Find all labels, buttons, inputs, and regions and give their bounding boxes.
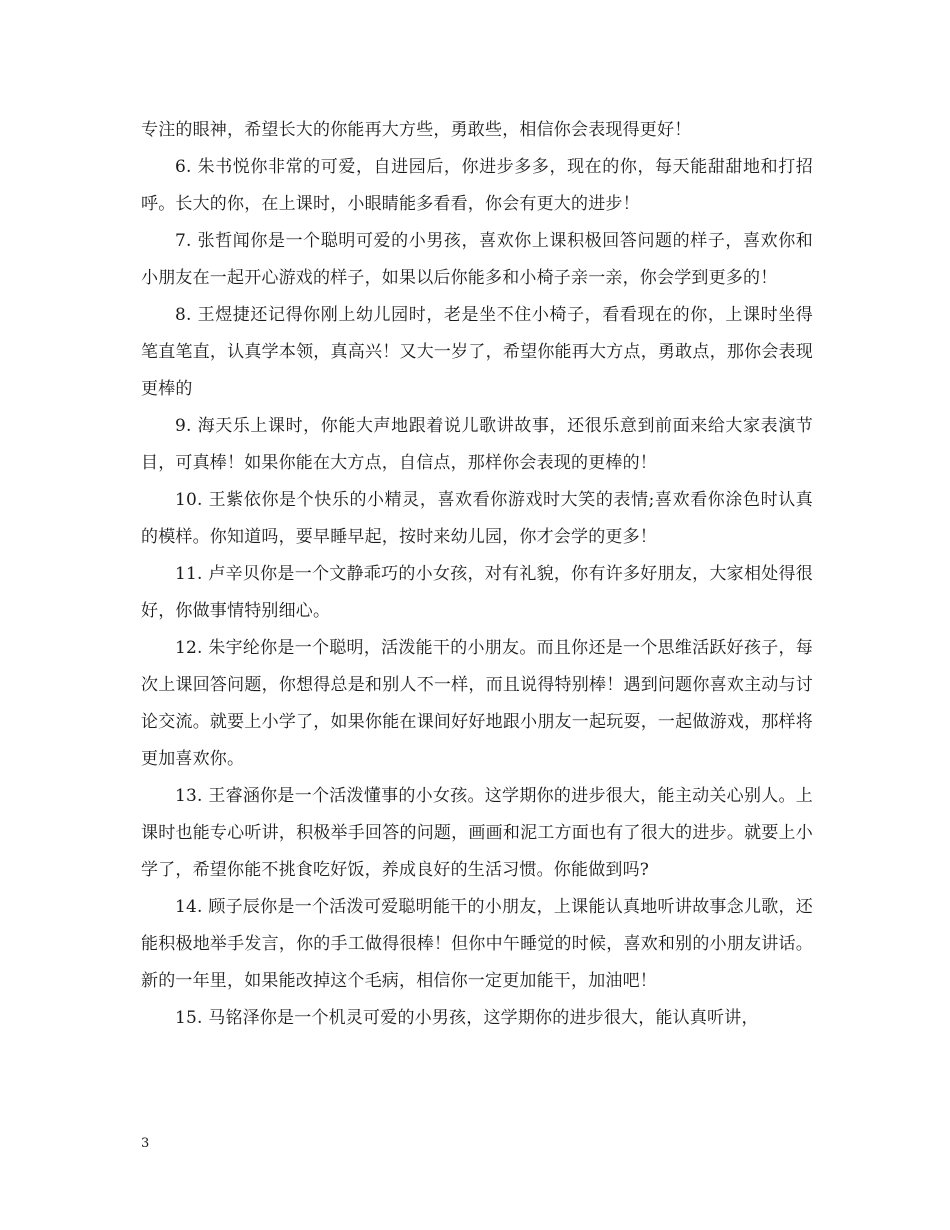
body-text (141, 112, 813, 1037)
paragraph-8: 8. 王煜捷还记得你刚上幼儿园时，老是坐不住小椅子，看看现在的你，上课时坐得笔直笔直，认真学本领，真高兴！又大一岁了，希望你能再大方点，勇敢点，那你会表现更棒的 (141, 305, 813, 399)
paragraph-15: 15. 马铭泽你是一个机灵可爱的小男孩，这学期你的进步很大，能认真听讲， (175, 1008, 759, 1028)
paragraph-continued: 专注的眼神，希望长大的你能再大方些，勇敢些，相信你会表现得更好！ (141, 120, 692, 140)
paragraph-6: 6. 朱书悦你非常的可爱，自进园后，你进步多多，现在的你，每天能甜甜地和打招呼。长大的你，在上课时，小眼睛能多看看，你会有更大的进步！ (141, 157, 813, 214)
paragraph-13: 13. 王睿涵你是一个活泼懂事的小女孩。这学期你的进步很大，能主动关心别人。上课时也能专心听讲，积极举手回答的问题，画画和泥工方面也有了很大的进步。就要上小学了，希望你能不挑食吃好饭，养成良好的生活习惯。你能做到吗? (141, 786, 813, 880)
paragraph-12: 12. 朱宇纶你是一个聪明，活泼能干的小朋友。而且你还是一个思维活跃好孩子，每次上课回答问题，你想得总是和别人不一样，而且说得特别棒！遇到问题你喜欢主动与讨论交流。就要上小学了，如果你能在课间好好地跟小朋友一起玩耍，一起做游戏，那样将更加喜欢你。 (141, 638, 813, 769)
page-number: 3 (141, 1136, 150, 1151)
paragraph-10: 10. 王紫依你是个快乐的小精灵，喜欢看你游戏时大笑的表情;喜欢看你涂色时认真的模样。你知道吗，要早睡早起，按时来幼儿园，你才会学的更多！ (141, 490, 813, 547)
paragraph-14: 14. 顾子辰你是一个活泼可爱聪明能干的小朋友，上课能认真地听讲故事念儿歌，还能积极地举手发言，你的手工做得很棒！但你中午睡觉的时候，喜欢和别的小朋友讲话。新的一年里，如果能改掉这个毛病，相信你一定更加能干，加油吧！ (141, 897, 813, 991)
paragraph-7: 7. 张哲闻你是一个聪明可爱的小男孩，喜欢你上课积极回答问题的样子，喜欢你和小朋友在一起开心游戏的样子，如果以后你能多和小椅子亲一亲，你会学到更多的！ (141, 231, 813, 288)
paragraph-11: 11. 卢辛贝你是一个文静乖巧的小女孩，对有礼貌，你有许多好朋友，大家相处得很好，你做事情特别细心。 (141, 564, 813, 621)
paragraph-9: 9. 海天乐上课时，你能大声地跟着说儿歌讲故事，还很乐意到前面来给大家表演节目，可真棒！如果你能在大方点，自信点，那样你会表现的更棒的！ (141, 416, 813, 473)
